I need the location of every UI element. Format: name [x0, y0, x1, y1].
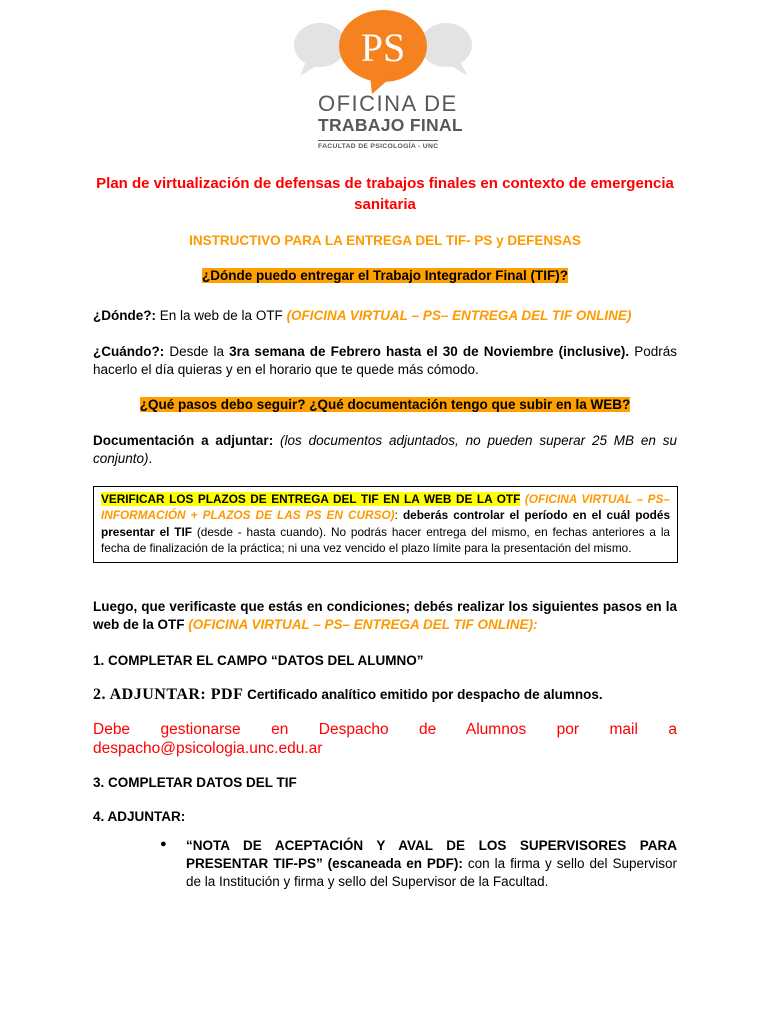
- documentacion-note: (los documentos adjuntados, no pueden superar 25 MB en su conjunto): [93, 433, 677, 466]
- step-1: 1. COMPLETAR EL CAMPO “DATOS DEL ALUMNO”: [93, 653, 424, 668]
- luego-text: Luego, que verificaste que estás en condiciones; debés realizar los siguientes pasos en la web de la OTF: [93, 599, 677, 632]
- bullet-icon: ●: [160, 838, 167, 850]
- donde-text: En la web de la OTF: [156, 308, 287, 323]
- documentacion-end: .: [148, 451, 153, 466]
- documentacion-paragraph: [93, 432, 677, 468]
- luego-paragraph: [93, 598, 677, 634]
- verify-deadlines-box: [93, 486, 678, 563]
- document-title: Plan de virtualización de defensas de trabajos finales en contexto de emergencia sanitaria: [96, 175, 674, 213]
- despacho-notice: Debe gestionarse en Despacho de Alumnos por mail a despacho@psicologia.unc.edu.ar: [93, 721, 677, 757]
- nota-text: con la firma y sello del Supervisor de la Institución y firma y sello del Supervisor de la Facultad.: [186, 856, 677, 889]
- question-where-text: ¿Dónde puedo entregar el Trabajo Integrador Final (TIF)?: [201, 268, 569, 283]
- question-where: [93, 267, 677, 285]
- logo-line1: OFICINA DE: [318, 91, 458, 116]
- cuando-paragraph: [93, 343, 677, 379]
- donde-link[interactable]: (OFICINA VIRTUAL – PS– ENTREGA DEL TIF ONLINE): [286, 308, 632, 323]
- logo-line3: FACULTAD DE PSICOLOGÍA - UNC: [318, 140, 438, 152]
- step-3: 3. COMPLETAR DATOS DEL TIF: [93, 775, 297, 790]
- logo: [0, 0, 768, 150]
- step-4: 4. ADJUNTAR:: [93, 809, 186, 824]
- logo-badge: PS: [360, 25, 406, 70]
- cuando-bold: 3ra semana de Febrero hasta el 30 de Noviembre (inclusive).: [229, 344, 630, 359]
- ps-speech-bubbles-icon: [288, 10, 480, 96]
- box-link[interactable]: (OFICINA VIRTUAL – PS– INFORMACIÓN + PLAZOS DE LAS PS EN CURSO): [101, 492, 670, 523]
- donde-paragraph: [93, 307, 677, 325]
- box-highlight: VERIFICAR LOS PLAZOS DE ENTREGA DEL TIF EN LA WEB DE LA OTF: [101, 492, 521, 506]
- cuando-label: ¿Cuándo?:: [93, 344, 165, 359]
- box-bold: deberás controlar el período en el cuál podés presentar el TIF: [101, 508, 670, 539]
- nota-aceptacion-item: [186, 837, 677, 891]
- box-colon: :: [394, 508, 403, 523]
- nota-bold: “NOTA DE ACEPTACIÓN Y AVAL DE LOS SUPERVISORES PARA PRESENTAR TIF-PS” (escaneada en PDF):: [186, 838, 677, 871]
- cuando-text1: Desde la: [164, 344, 230, 359]
- question-steps: [93, 396, 677, 414]
- luego-link[interactable]: (OFICINA VIRTUAL – PS– ENTREGA DEL TIF ONLINE):: [188, 617, 538, 632]
- logo-line2: TRABAJO FINAL: [318, 115, 463, 135]
- step-2: [93, 686, 677, 704]
- cuando-text2: Podrás hacerlo el día quieras y en el horario que te quede más cómodo.: [93, 344, 677, 377]
- step-2-text: Certificado analítico emitido por despacho de alumnos.: [243, 687, 603, 702]
- step-2-label: 2. ADJUNTAR: PDF: [93, 686, 244, 703]
- box-rest: (desde - hasta cuando). No podrás hacer entrega del mismo, en fechas anteriores a la fecha de finalización de la práctica; ni una vez vencido el plazo límite para la presentación del mismo.: [101, 524, 670, 556]
- documentacion-label: Documentación a adjuntar:: [93, 433, 274, 448]
- question-steps-text: ¿Qué pasos debo seguir? ¿Qué documentación tengo que subir en la WEB?: [139, 397, 631, 412]
- donde-label: ¿Dónde?:: [93, 308, 156, 323]
- instructivo-heading: INSTRUCTIVO PARA LA ENTREGA DEL TIF- PS y DEFENSAS: [189, 233, 581, 248]
- logo-text: [318, 93, 478, 153]
